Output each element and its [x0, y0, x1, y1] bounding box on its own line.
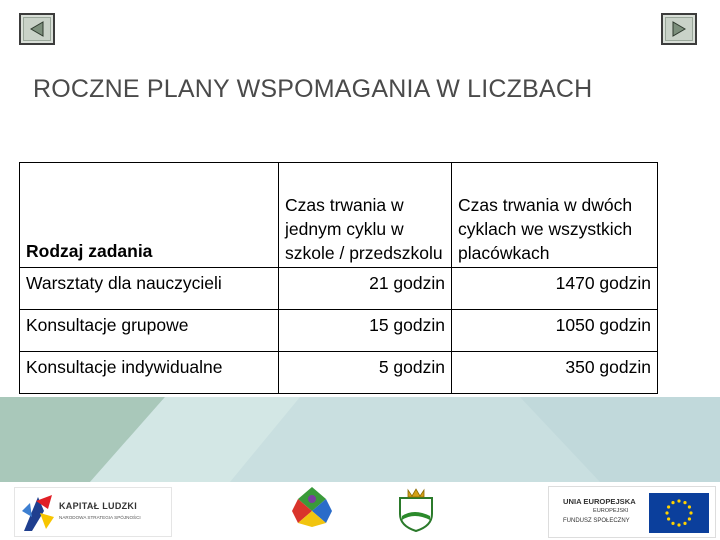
next-slide-button-face [665, 17, 693, 41]
cell-task: Warsztaty dla nauczycieli [20, 268, 279, 310]
cell-one-cycle: 15 godzin [279, 310, 452, 352]
data-table [19, 162, 658, 394]
eu-logo [548, 486, 716, 538]
cell-task: Konsultacje grupowe [20, 310, 279, 352]
next-slide-button[interactable] [661, 13, 697, 45]
band-pattern [0, 397, 720, 482]
table-row [20, 268, 658, 310]
cell-two-cycles: 1050 godzin [452, 310, 658, 352]
eu-line2: EUROPEJSKI [593, 508, 629, 514]
eu-stars-icon [649, 493, 709, 533]
municipal-crest-icon [396, 486, 436, 532]
previous-slide-button[interactable] [19, 13, 55, 45]
slide-title: ROCZNE PLANY WSPOMAGANIA W LICZBACH [33, 75, 593, 103]
triangle-left-icon [28, 20, 46, 38]
header-task-type: Rodzaj zadania [20, 163, 279, 268]
eu-flag-icon [649, 493, 709, 533]
cell-one-cycle: 5 godzin [279, 352, 452, 394]
partner-emblem-icon [290, 485, 334, 529]
kapital-ludzki-emblem-icon [18, 491, 58, 535]
eu-line1: UNIA EUROPEJSKA [563, 497, 636, 506]
previous-slide-button-face [23, 17, 51, 41]
cell-two-cycles: 350 godzin [452, 352, 658, 394]
kapital-ludzki-subtext: NARODOWA STRATEGIA SPÓJNOŚCI [59, 515, 141, 520]
header-two-cycles: Czas trwania w dwóch cyklach we wszystkich placówkach [452, 163, 658, 268]
kapital-ludzki-text: KAPITAŁ LUDZKI [59, 501, 138, 511]
eu-line3: FUNDUSZ SPOŁECZNY [563, 518, 630, 524]
kapital-ludzki-logo [14, 487, 172, 537]
table-row [20, 352, 658, 394]
table-header-row [20, 163, 658, 268]
table-row [20, 310, 658, 352]
cell-two-cycles: 1470 godzin [452, 268, 658, 310]
cell-one-cycle: 21 godzin [279, 268, 452, 310]
cell-task: Konsultacje indywidualne [20, 352, 279, 394]
header-one-cycle: Czas trwania w jednym cyklu w szkole / przedszkolu [279, 163, 452, 268]
triangle-right-icon [670, 20, 688, 38]
